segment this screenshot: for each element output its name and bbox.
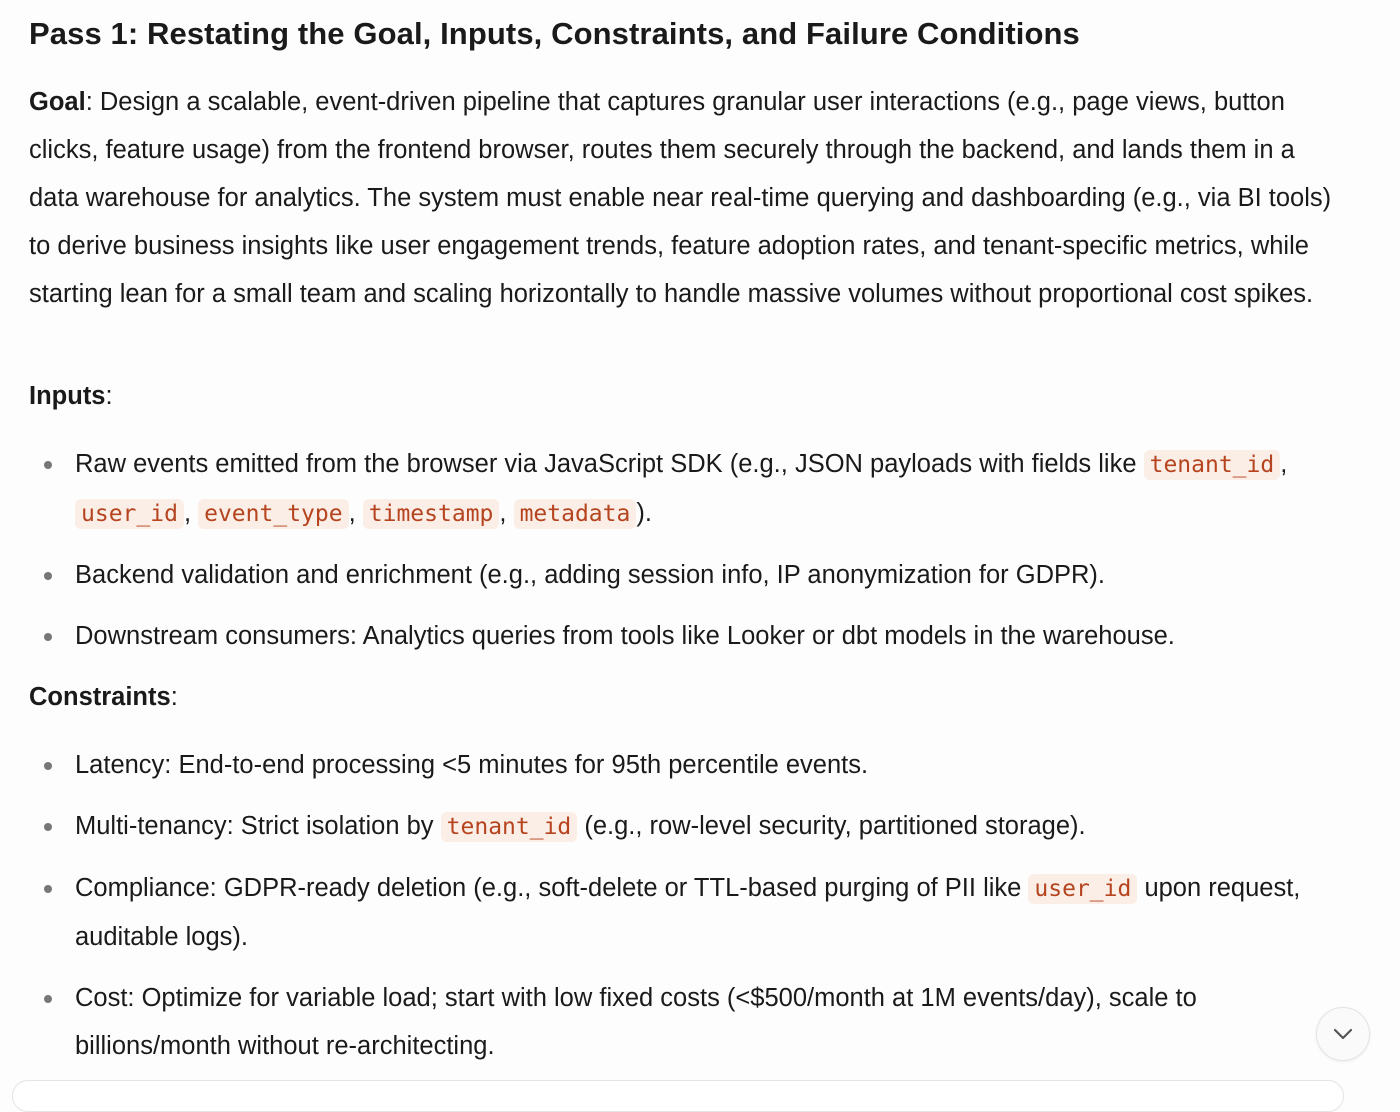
list-item: Downstream consumers: Analytics queries from tools like Looker or dbt models in the warehouse. [29, 612, 1349, 660]
constraints-list [29, 741, 1349, 1070]
list-item: Latency: End-to-end processing <5 minutes for 95th percentile events. [29, 741, 1349, 789]
inline-code: tenant_id [441, 812, 578, 842]
inline-code: event_type [198, 499, 348, 529]
goal-paragraph [29, 78, 1349, 318]
inline-code: user_id [75, 499, 184, 529]
inline-code: tenant_id [1144, 450, 1281, 480]
inline-code: metadata [514, 499, 637, 529]
goal-label: Goal [29, 88, 86, 116]
list-item: Cost: Optimize for variable load; start with low fixed costs (<$500/month at 1M events/day), scale to billions/month without re-architecting. [29, 974, 1349, 1070]
inline-code: user_id [1028, 874, 1137, 904]
list-item: Multi-tenancy: Strict isolation by tenant_id (e.g., row-level security, partitioned storage). [29, 802, 1349, 851]
goal-text: : Design a scalable, event-driven pipeline that captures granular user interactions (e.g., page views, button clicks, feature usage) from the frontend browser, routes them securely through the backend, and lands them in a data warehouse for analytics. The system must enable near real-time querying and dashboarding (e.g., via BI tools) to derive business insights like user engagement trends, feature adoption rates, and tenant-specific metrics, while starting lean for a small team and scaling horizontally to handle massive volumes without proportional cost spikes. [29, 88, 1332, 308]
scroll-to-bottom-button[interactable] [1316, 1007, 1370, 1061]
section-heading: Pass 1: Restating the Goal, Inputs, Constraints, and Failure Conditions [29, 16, 1080, 51]
chevron-down-icon [1332, 1027, 1354, 1041]
constraints-heading: Constraints: [29, 683, 178, 711]
inputs-heading: Inputs: [29, 382, 113, 410]
list-item: Backend validation and enrichment (e.g., adding session info, IP anonymization for GDPR). [29, 551, 1349, 599]
inputs-list [29, 440, 1349, 660]
list-item: Compliance: GDPR-ready deletion (e.g., soft-delete or TTL-based purging of PII like user_id upon request, auditable logs). [29, 864, 1349, 961]
list-item: Raw events emitted from the browser via JavaScript SDK (e.g., JSON payloads with fields like tenant_id , user_id , event_type , timestamp , metadata ). [29, 440, 1349, 538]
inline-code: timestamp [363, 499, 500, 529]
